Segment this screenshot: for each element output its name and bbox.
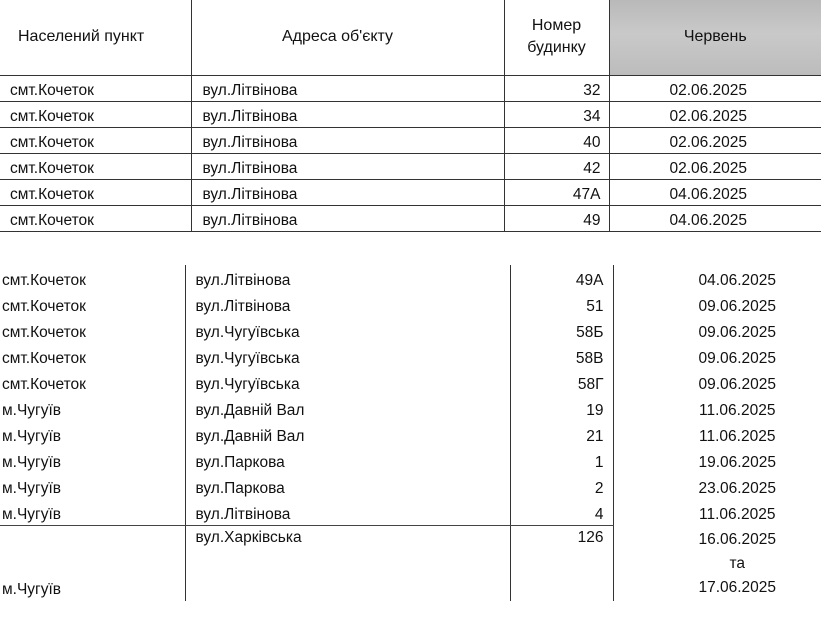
table-row: [0, 265, 821, 291]
settlement-cell: м.Чугуїв: [0, 447, 185, 473]
street-cell: вул.Літвінова: [185, 291, 510, 317]
street-cell: вул.Літвінова: [191, 179, 504, 205]
date-conjunction: та: [729, 555, 746, 572]
settlement-cell: м.Чугуїв: [0, 499, 185, 525]
header-house-line1: Номер: [531, 17, 582, 35]
house-cell: 19: [510, 395, 613, 421]
date-cell: 09.06.2025: [698, 350, 777, 367]
settlement-cell: м.Чугуїв: [0, 421, 185, 447]
settlement-cell: смт.Кочеток: [0, 101, 191, 127]
header-address: Адреса об'єкту: [191, 0, 504, 75]
house-cell: 58Б: [510, 317, 613, 343]
settlement-cell: смт.Кочеток: [0, 265, 185, 291]
date-cell: 09.06.2025: [698, 298, 777, 315]
house-cell: 34: [504, 101, 609, 127]
date-cell: 02.06.2025: [609, 101, 821, 127]
header-settlement: Населений пункт: [0, 0, 191, 75]
settlement-cell: м.Чугуїв: [0, 395, 185, 421]
settlement-cell: м.Чугуїв: [0, 473, 185, 499]
house-cell: 58В: [510, 343, 613, 369]
house-cell: 49А: [510, 265, 613, 291]
table-row: [0, 395, 821, 421]
house-cell: 40: [504, 127, 609, 153]
date-cell: 02.06.2025: [609, 153, 821, 179]
house-cell: 126: [510, 525, 613, 601]
table-row: [0, 179, 821, 205]
street-cell: вул.Чугуївська: [185, 317, 510, 343]
date-cell: 11.06.2025: [699, 506, 776, 523]
schedule-table-top: [0, 0, 821, 232]
table-row: [0, 525, 821, 601]
house-cell: 47А: [504, 179, 609, 205]
house-cell: 42: [504, 153, 609, 179]
table-row: [0, 499, 821, 525]
date-cell: 02.06.2025: [609, 127, 821, 153]
street-cell: вул.Паркова: [185, 447, 510, 473]
street-cell: вул.Літвінова: [191, 205, 504, 231]
date-cell: 11.06.2025: [699, 428, 776, 445]
settlement-cell: смт.Кочеток: [0, 291, 185, 317]
table-row: [0, 291, 821, 317]
date-cell: 09.06.2025: [698, 376, 777, 393]
table-row: [0, 421, 821, 447]
date-cell: 04.06.2025: [698, 272, 777, 289]
settlement-cell: смт.Кочеток: [0, 127, 191, 153]
table-row: [0, 343, 821, 369]
header-row: [0, 0, 821, 75]
street-cell: вул.Чугуївська: [185, 369, 510, 395]
street-cell: вул.Літвінова: [185, 499, 510, 525]
settlement-cell: смт.Кочеток: [0, 179, 191, 205]
street-cell: вул.Паркова: [185, 473, 510, 499]
street-cell: вул.Літвінова: [191, 127, 504, 153]
date-cell: 11.06.2025: [699, 402, 776, 419]
table-row: [0, 473, 821, 499]
street-cell: вул.Літвінова: [191, 75, 504, 101]
table-row: [0, 127, 821, 153]
date-cell: 23.06.2025: [698, 480, 777, 497]
street-cell: вул.Давній Вал: [185, 421, 510, 447]
street-cell: вул.Харківська: [185, 525, 510, 601]
house-cell: 4: [510, 499, 613, 525]
table-row: [0, 447, 821, 473]
settlement-cell: смт.Кочеток: [0, 369, 185, 395]
house-cell: 58Г: [510, 369, 613, 395]
table-row: [0, 153, 821, 179]
date-start: 16.06.2025: [698, 531, 777, 548]
street-cell: вул.Давній Вал: [185, 395, 510, 421]
header-house-number: [504, 0, 609, 75]
table-row: [0, 75, 821, 101]
date-cell: 04.06.2025: [609, 205, 821, 231]
date-range-cell: [613, 525, 821, 601]
house-cell: 32: [504, 75, 609, 101]
table-row: [0, 317, 821, 343]
table-row: [0, 205, 821, 231]
date-cell: 19.06.2025: [698, 454, 777, 471]
settlement-cell: смт.Кочеток: [0, 205, 191, 231]
house-cell: 49: [504, 205, 609, 231]
header-month: Червень: [609, 0, 821, 75]
header-house-line2: будинку: [527, 39, 586, 57]
date-cell: 02.06.2025: [609, 75, 821, 101]
settlement-cell: смт.Кочеток: [0, 75, 191, 101]
schedule-table-bottom: [0, 265, 821, 601]
settlement-cell: смт.Кочеток: [0, 153, 191, 179]
settlement-cell: смт.Кочеток: [0, 343, 185, 369]
street-cell: вул.Літвінова: [191, 153, 504, 179]
table-row: [0, 369, 821, 395]
house-cell: 1: [510, 447, 613, 473]
settlement-cell: смт.Кочеток: [0, 317, 185, 343]
house-cell: 21: [510, 421, 613, 447]
table-row: [0, 101, 821, 127]
date-cell: 09.06.2025: [698, 324, 777, 341]
date-end: 17.06.2025: [698, 579, 777, 596]
street-cell: вул.Чугуївська: [185, 343, 510, 369]
street-cell: вул.Літвінова: [191, 101, 504, 127]
street-cell: вул.Літвінова: [185, 265, 510, 291]
house-cell: 51: [510, 291, 613, 317]
settlement-cell: м.Чугуїв: [0, 525, 185, 601]
house-cell: 2: [510, 473, 613, 499]
date-cell: 04.06.2025: [609, 179, 821, 205]
